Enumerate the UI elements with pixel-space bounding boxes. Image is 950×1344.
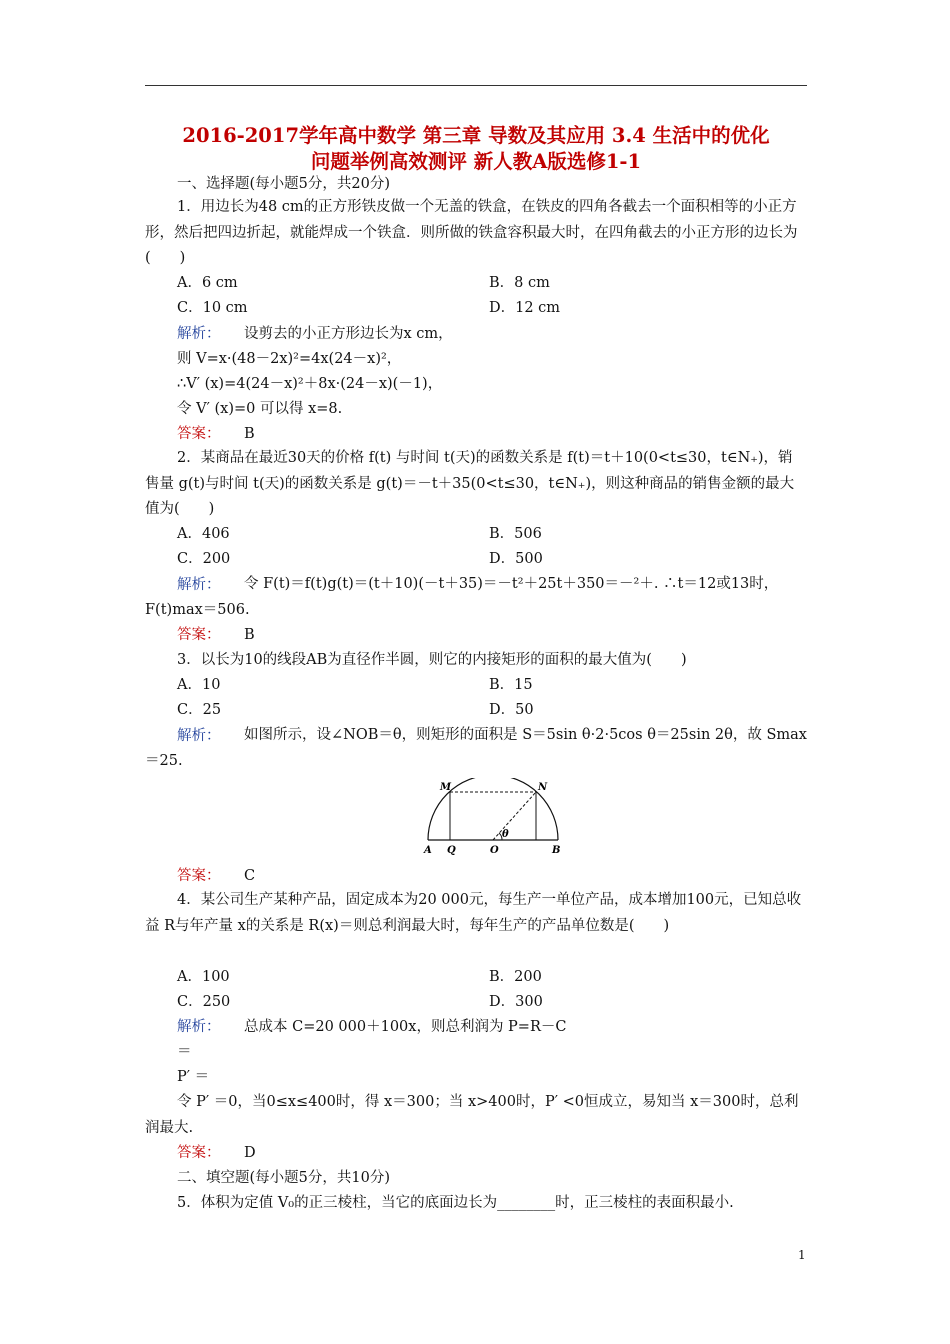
q4-analysis-1: 总成本 C=20 000＋100x，则总利润为 P=R－C [244,1019,567,1035]
q1-stem: 1．用边长为48 cm的正方形铁皮做一个无盖的铁盒，在铁皮的四角各截去一个面积相等的小正方形，然后把四边折起，就能焊成一个铁盒．则所做的铁盒容积最大时，在四角截去的小正方形的边长为( ) [145,199,798,266]
q1-option-b: B．8 cm [489,275,550,291]
q1-answer-label: 答案： [177,426,221,442]
q4-option-c: C．250 [177,994,231,1010]
semicircle-figure [418,778,568,858]
q3-option-c: C．25 [177,702,222,718]
q3-answer-label: 答案： [177,868,221,884]
q2-option-b: B．506 [489,526,542,542]
label-n: N [538,782,548,793]
q1-analysis-3: ∴V′ (x)=4(24－x)²＋8x·(24－x)(－1)， [177,376,443,392]
q4-answer-label: 答案： [177,1145,221,1161]
page-number: 1 [798,1248,806,1262]
q2-option-a: A．406 [177,526,230,542]
q1-option-c: C．10 cm [177,300,248,316]
q4-option-b: B．200 [489,969,542,985]
q3-analysis: 如图所示，设∠NOB＝θ，则矩形的面积是 S＝5sin θ·2·5cos θ＝25sin 2θ，故 Smax＝25. [145,727,807,769]
q4-analysis-2: ＝ [177,1044,192,1060]
q2-answer: B [244,627,255,643]
q4-option-a: A．100 [177,969,230,985]
document-title-line1: 2016-2017学年高中数学 第三章 导数及其应用 3.4 生活中的优化 [182,124,770,147]
header-rule [145,85,807,86]
document-title-line2: 问题举例高效测评 新人教A版选修1-1 [310,150,642,173]
q3-answer: C [244,868,256,884]
q4-analysis-4: 令 P′ ＝0，当0≤x≤400时，得 x＝300；当 x>400时，P′ <0恒成立，易知当 x＝300时，总利润最大. [145,1094,799,1136]
q4-stem: 4．某公司生产某种产品，固定成本为20 000元，每生产一单位产品，成本增加100元，已知总收益 R与年产量 x的关系是 R(x)＝则总利润最大时，每年生产的产品单位数是( ) [145,892,802,934]
q2-option-c: C．200 [177,551,231,567]
q3-option-b: B．15 [489,677,533,693]
label-m: M [440,782,452,793]
q1-analysis-label: 解析： [177,326,221,342]
q2-answer-label: 答案： [177,627,221,643]
q3-analysis-label: 解析： [177,728,221,744]
q3-option-d: D．50 [489,702,534,718]
q3-option-a: A．10 [177,677,221,693]
q2-analysis: 令 F(t)＝f(t)g(t)＝(t＋10)(－t＋35)＝－t²＋25t＋350＝－²＋. ∴t＝12或13时，F(t)max＝506. [145,576,779,618]
q4-option-d: D．300 [489,994,543,1010]
q1-analysis-1: 设剪去的小正方形边长为x cm， [244,326,453,342]
q1-analysis-2: 则 V=x·(48－2x)²=4x(24－x)²， [177,351,402,367]
q1-answer: B [244,426,255,442]
section-heading-fill: 二、填空题(每小题5分，共10分) [177,1170,390,1186]
q3-stem: 3．以长为10的线段AB为直径作半圆，则它的内接矩形的面积的最大值为( ) [177,652,687,668]
label-o: O [490,845,499,856]
label-a: A [424,845,432,856]
q2-analysis-label: 解析： [177,577,221,593]
q4-answer: D [244,1145,256,1161]
section-heading-choice: 一、选择题(每小题5分，共20分) [177,176,390,192]
q4-analysis-3: P′ ＝ [177,1069,210,1085]
label-theta: θ [502,829,509,840]
q1-option-d: D．12 cm [489,300,561,316]
q2-option-d: D．500 [489,551,543,567]
label-q: Q [447,845,456,856]
q1-analysis-4: 令 V′ (x)=0 可以得 x=8. [177,401,343,417]
label-b: B [552,845,561,856]
q5-stem: 5．体积为定值 V₀的正三棱柱，当它的底面边长为________时，正三棱柱的表面积最小. [177,1195,734,1211]
q1-option-a: A．6 cm [177,275,238,291]
q4-analysis-label: 解析： [177,1019,221,1035]
q2-stem: 2．某商品在最近30天的价格 f(t) 与时间 t(天)的函数关系是 f(t)＝t＋10(0<t≤30，t∈N₊)，销售量 g(t)与时间 t(天)的函数关系是 g(t)＝－t＋35(0<t≤30，t∈N₊)，则这种商品的销售金额的最大值为( ) [145,450,795,517]
